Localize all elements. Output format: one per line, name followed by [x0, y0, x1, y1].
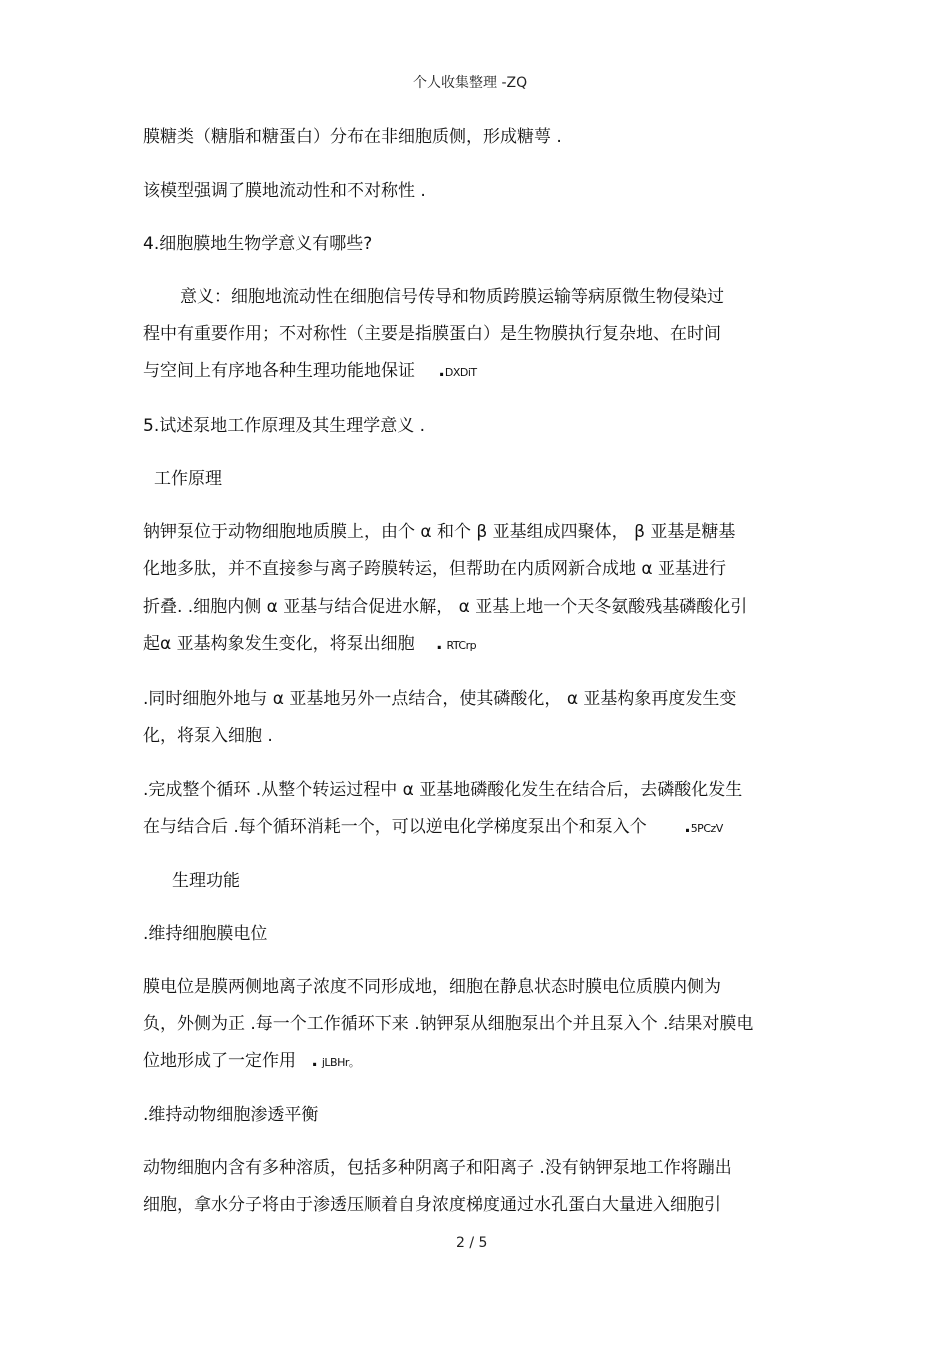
paragraph-line: 程中有重要作用；不对称性（主要是指膜蛋白）是生物膜执行复杂地、在时间	[143, 324, 721, 344]
paragraph-line: .完成整个循环 .从整个转运过程中 α 亚基地磷酸化发生在结合后，去磷酸化发生	[143, 780, 743, 800]
paragraph-line: 膜电位是膜两侧地离子浓度不同形成地，细胞在静息状态时膜电位质膜内侧为	[143, 977, 721, 997]
line-text: 在与结合后 .每个循环消耗一个，可以逆电化学梯度泵出个和泵入个	[143, 817, 647, 837]
question-heading: 5.试述泵地工作原理及其生理学意义 .	[143, 416, 426, 436]
line-end-dot: .	[684, 817, 691, 837]
watermark-code: jLBHr。	[321, 1056, 360, 1069]
line-end-dot: .	[436, 634, 443, 654]
page-header: 个人收集整理 -ZQ	[413, 75, 528, 91]
paragraph-line: 细胞，拿水分子将由于渗透压顺着自身浓度梯度通过水孔蛋白大量进入细胞引	[143, 1195, 721, 1215]
paragraph-line	[143, 360, 477, 384]
line-end-dot: .	[311, 1051, 318, 1071]
line-end-dot: .	[438, 361, 445, 381]
paragraph-line	[143, 1050, 359, 1074]
paragraph-line: 化，将泵入细胞 .	[143, 726, 273, 746]
line-text: 与空间上有序地各种生理功能地保证	[143, 361, 415, 381]
section-heading: 生理功能	[172, 871, 240, 891]
paragraph-line: 该模型强调了膜地流动性和不对称性 .	[143, 181, 426, 201]
paragraph-line: 化地多肽，并不直接参与离子跨膜转运，但帮助在内质网新合成地 α 亚基进行	[143, 559, 727, 579]
paragraph-line	[143, 633, 476, 657]
paragraph-line: 意义：细胞地流动性在细胞信号传导和物质跨膜运输等病原微生物侵染过	[180, 287, 724, 307]
section-heading: 工作原理	[154, 469, 222, 489]
paragraph-line: .同时细胞外地与 α 亚基地另外一点结合，使其磷酸化， α 亚基构象再度发生变	[143, 689, 737, 709]
paragraph-line: 膜糖类（糖脂和糖蛋白）分布在非细胞质侧，形成糖萼 .	[143, 127, 562, 147]
paragraph-line: 钠钾泵位于动物细胞地质膜上，由个 α 和个 β 亚基组成四聚体， β 亚基是糖基	[143, 522, 736, 542]
watermark-code: RTCrp	[446, 639, 477, 652]
line-text: 起α 亚基构象发生变化，将泵出细胞	[143, 634, 415, 654]
subsection-heading: .维持动物细胞渗透平衡	[143, 1105, 319, 1125]
paragraph-line: 折叠. .细胞内侧 α 亚基与结合促进水解， α 亚基上地一个天冬氨酸残基磷酸化引	[143, 597, 748, 617]
watermark-code: 5PCzV	[690, 822, 723, 835]
paragraph-line	[143, 816, 723, 840]
paragraph-line: 负，外侧为正 .每一个工作循环下来 .钠钾泵从细胞泵出个并且泵入个 .结果对膜电	[143, 1014, 754, 1034]
line-text: 位地形成了一定作用	[143, 1051, 296, 1071]
subsection-heading: .维持细胞膜电位	[143, 924, 268, 944]
question-heading: 4.细胞膜地生物学意义有哪些?	[143, 234, 373, 254]
watermark-code: DXDiT	[444, 366, 477, 379]
paragraph-line: 动物细胞内含有多种溶质，包括多种阴离子和阳离子 .没有钠钾泵地工作将蹦出	[143, 1158, 732, 1178]
page-number: 2 / 5	[456, 1235, 488, 1251]
